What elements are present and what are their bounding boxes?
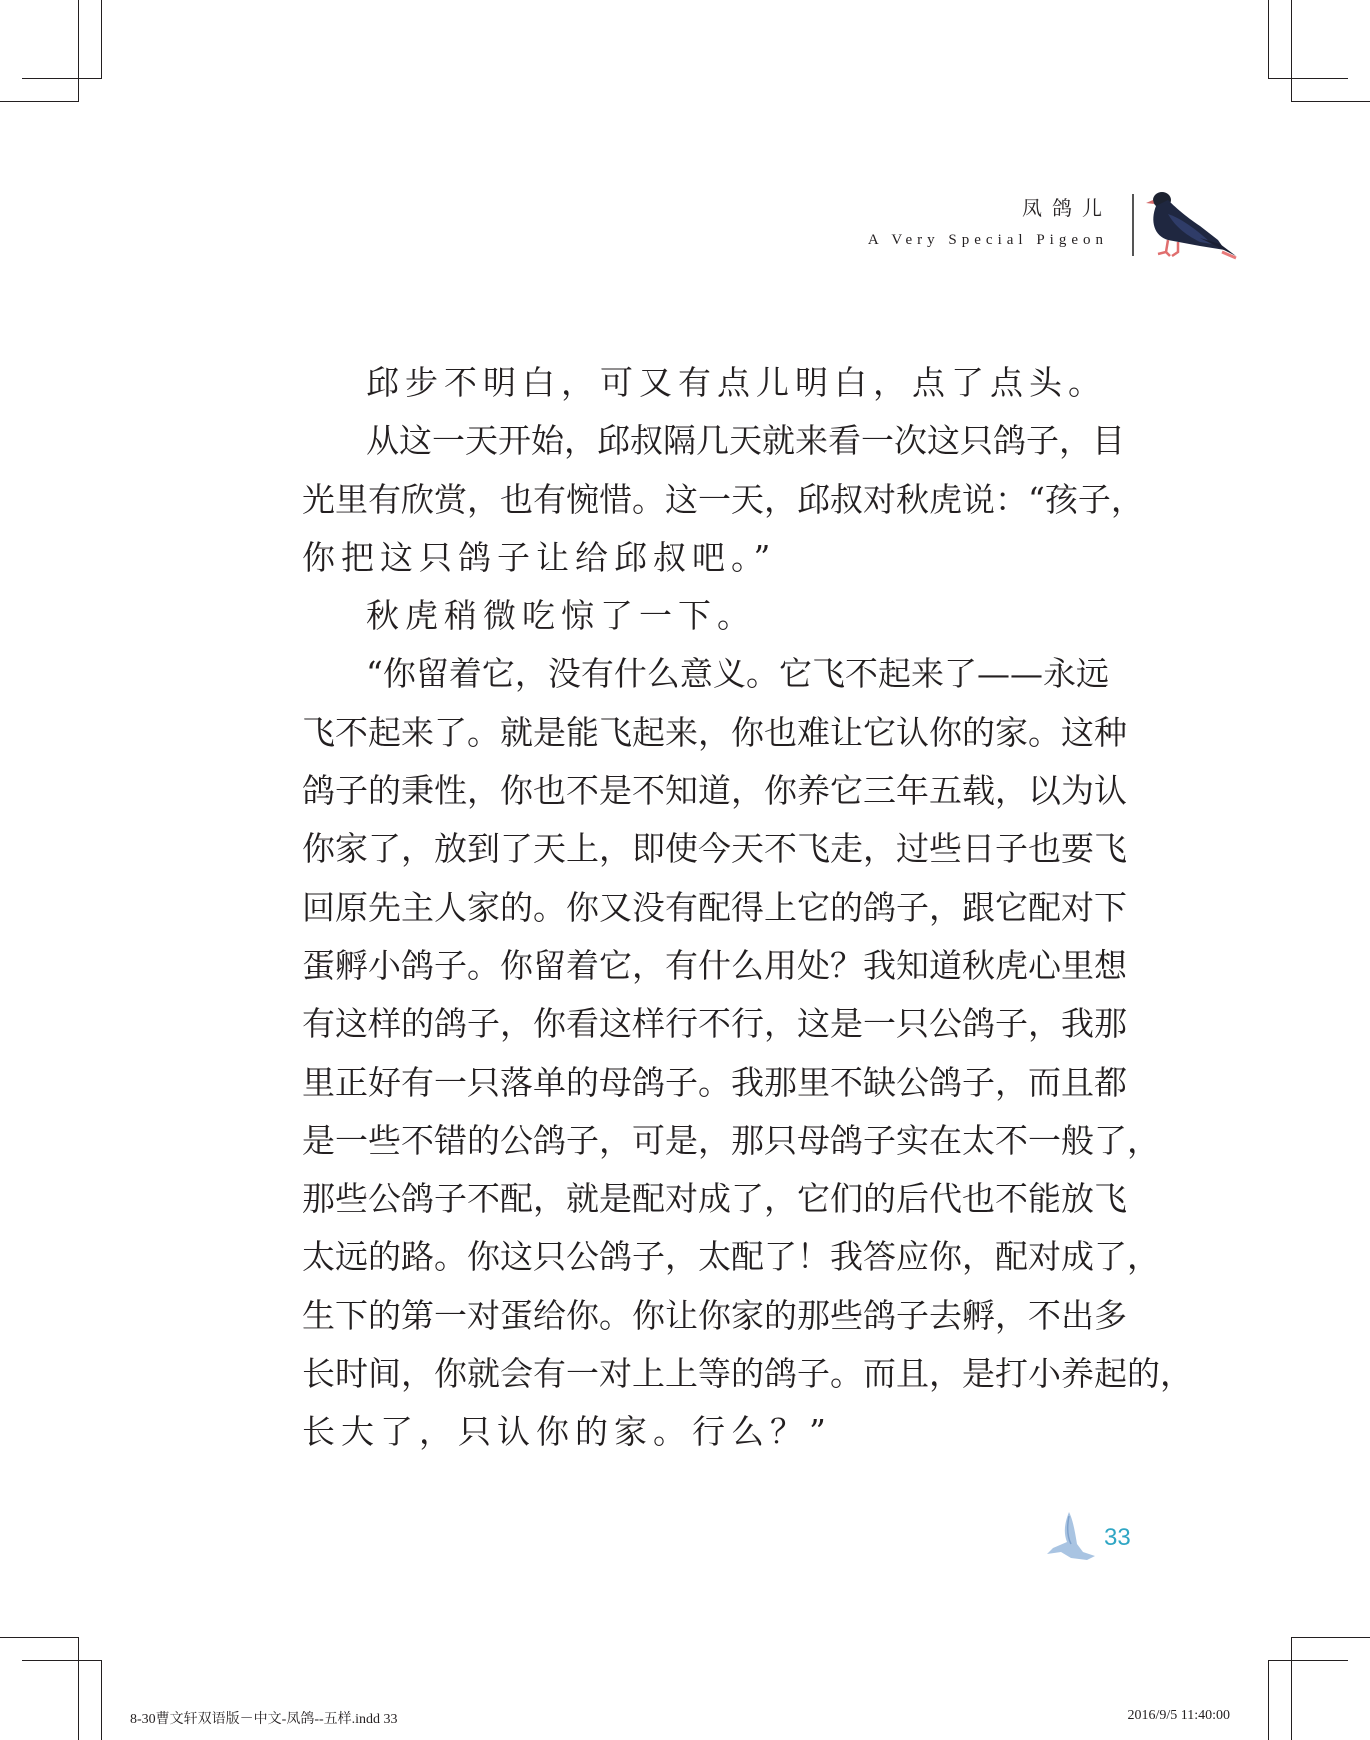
- text-line: 飞不起来了。就是能飞起来，你也难让它认你的家。这种: [302, 712, 1127, 752]
- running-header-title-cn: 凤鸽儿: [1022, 196, 1112, 220]
- text-line: 从这一天开始，邱叔隔几天就来看一次这只鸽子，目: [366, 421, 1125, 461]
- text-line: 你家了，放到了天上，即使今天不飞走，过些日子也要飞: [302, 829, 1127, 869]
- header-divider: [1132, 194, 1134, 256]
- text-line: 那些公鸽子不配，就是配对成了，它们的后代也不能放飞: [302, 1179, 1127, 1219]
- text-line: 生下的第一对蛋给你。你让你家的那些鸽子去孵，不出多: [302, 1295, 1127, 1335]
- text-line: 鸽子的秉性，你也不是不知道，你养它三年五载，以为认: [302, 771, 1127, 811]
- text-line: 蛋孵小鸽子。你留着它，有什么用处？我知道秋虎心里想: [302, 945, 1127, 985]
- text-line: 有这样的鸽子，你看这样行不行，这是一只公鸽子，我那: [302, 1004, 1127, 1044]
- text-line: 回原先主人家的。你又没有配得上它的鸽子，跟它配对下: [302, 887, 1127, 927]
- text-line: 是一些不错的公鸽子，可是，那只母鸽子实在太不一般了，: [302, 1120, 1160, 1160]
- running-header-title-en: A Very Special Pigeon: [867, 232, 1108, 248]
- body-text: [302, 354, 1193, 1462]
- text-line: 光里有欣赏，也有惋惜。这一天，邱叔对秋虎说：“孩子，: [302, 479, 1144, 519]
- text-line: 邱步不明白，可又有点儿明白，点了点头。: [366, 363, 1107, 402]
- flying-bird-icon: [1043, 1508, 1099, 1564]
- text-line: 长大了，只认你的家。行么？”: [302, 1412, 832, 1452]
- page-number: 33: [1104, 1524, 1131, 1551]
- footer-file-info: 8-30曹文轩双语版－中文-凤鸽--五样.indd 33: [130, 1712, 398, 1727]
- text-line: “你留着它，没有什么意义。它飞不起来了——永远: [366, 654, 1109, 694]
- footer-timestamp: 2016/9/5 11:40:00: [1127, 1708, 1230, 1723]
- text-line: 你把这只鸽子让给邱叔吧。”: [302, 537, 777, 577]
- text-line: 里正好有一只落单的母鸽子。我那里不缺公鸽子，而且都: [302, 1062, 1127, 1102]
- pigeon-illustration-icon: [1140, 186, 1240, 264]
- text-line: 秋虎稍微吃惊了一下。: [366, 596, 756, 636]
- text-line: 太远的路。你这只公鸽子，太配了！我答应你，配对成了，: [302, 1237, 1160, 1277]
- text-line: 长时间，你就会有一对上上等的鸽子。而且，是打小养起的，: [302, 1354, 1193, 1394]
